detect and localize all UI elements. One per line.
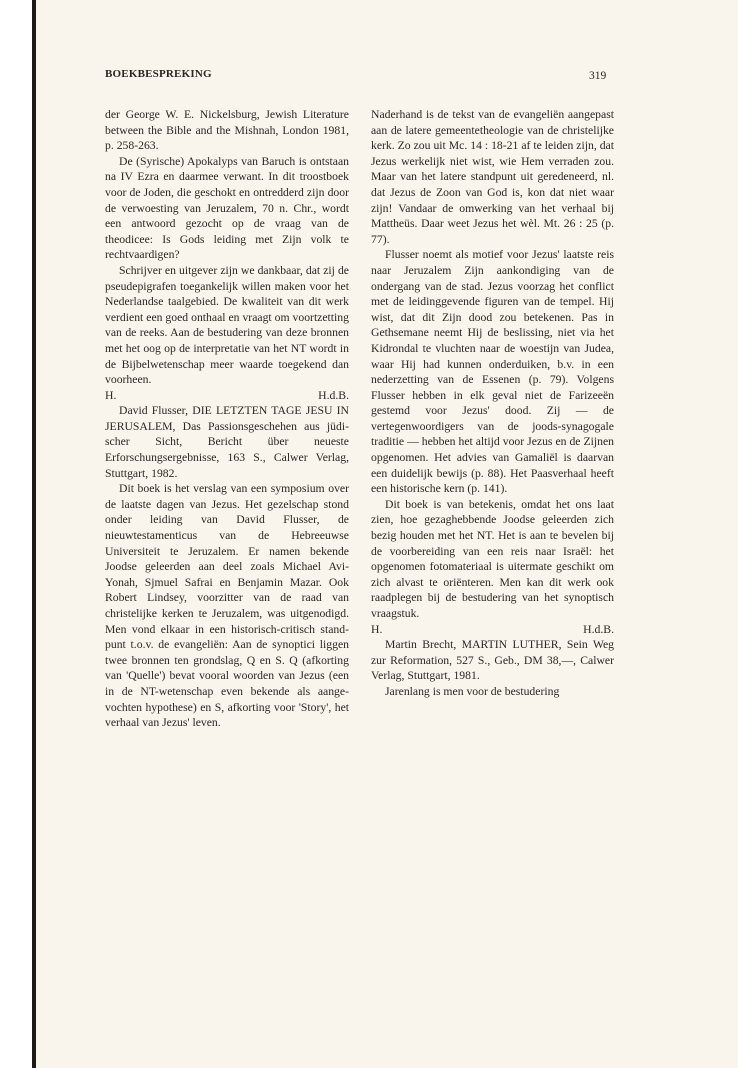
paragraph: Flusser noemt als motief voor Jezus' laatste reis naar Jeruzalem Zijn aankondiging van de ondergang van de stad. Jezus voorzag het conflict met de leidinggevende figuren van de tempel. Hij wist, dat dit Zijn dood zou betekenen. Pas in Gethsemane neemt Hij de beslissing, niet via het Kidrondal te vluchten naar de woestijn van Judea, waar Hij had kunnen onderduiken, b.v. in een nederzetting van de Essenen (p. 79). Volgens Flusser hebben in elk geval niet de Farizeeën gestemd voor Jezus' dood. Zij — de vertegenwoordigers van de joods-synagogale traditie — hebben het altijd voor Jezus en de Zijnen opgenomen. Het advies van Gamaliël is daarvan een duidelijk bewijs (p. 88). Het Paasverhaal heeft een historische kern (p. 141). (371, 248, 614, 496)
signature-initial: H. (105, 388, 117, 402)
paragraph: Dit boek is het verslag van een symposium over de laatste dagen van Jezus. Het gezelschap stond onder leiding van David Flusser, de nieuwtestamenticus van de Hebreeuwse Universiteit te Jeruzalem. Er namen bekende Joodse geleerden aan deel zoals Michael Avi-Yonah, Sjmuel Safrai en Benjamin Mazar. Ook Robert Lindsey, voorzitter van de raad van christelijke kerken te Jeruzalem, was uitgenodigd. Men vond elkaar in een historisch-critisch standpunt t.o.v. de evangeliën: Aan de synoptici liggen twee bronnen ten grondslag, Q en S. Q (afkorting van 'Quelle') bevat vooral woorden van Jezus (een in de NT-wetenschap even bekende als aangevochten hypothese) en S, afkorting voor 'Story', het verhaal van Jezus' leven. (105, 482, 349, 730)
signature-initial: H. (371, 622, 383, 636)
paragraph: Naderhand is de tekst van de evangeliën aangepast aan de latere gemeentetheologie van de christelijke kerk. Zo zou uit Mc. 14 : 18-21 af te leiden zijn, dat Jezus werkelijk niet wist, wie Hem verraden zou. Maar van het latere standpunt uit geredeneerd, nl. dat Jezus de Zoon van God is, kon dat niet waar zijn! Vandaar de omwerking van het verhaal bij Mattheüs. Daar weet Jezus het wèl. Mt. 26 : 25 (p. 77). (371, 108, 614, 246)
right-column (371, 107, 614, 700)
paragraph: Schrijver en uitgever zijn we dankbaar, dat zij de pseudepigrafen toegankelijk willen maken voor het Nederlandse taalgebied. De kwaliteit van dit werk verdient een goed onthaal en vraagt om voortzetting van de reeks. Aan de bestudering van deze bronnen met het oog op de interpretatie van het NT wordt in de Bijbelwetenschap meer waarde toegekend dan voorheen. (105, 263, 349, 387)
paragraph: der George W. E. Nickelsburg, Jewish Literature between the Bible and the Mishnah, London 1981, p. 258-263. (105, 108, 349, 153)
book-reference: Martin Brecht, MARTIN LUTHER, Sein Weg zur Reformation, 527 S., Geb., DM 38,—, Calwer Verlag, Stuttgart, 1981. (371, 638, 614, 683)
review-signature (105, 388, 349, 404)
book-reference: David Flusser, DIE LETZTEN TAGE JESU IN JERUSALEM, Das Passionsgeschehen aus jüdischer Sicht, Bericht über neueste Erforschungsergebnisse, 163 S., Calwer Verlag, Stuttgart, 1982. (105, 404, 349, 480)
signature-name: H.d.B. (583, 622, 614, 636)
page-number: 319 (589, 70, 607, 82)
left-column (105, 107, 349, 731)
running-head: BOEKBESPREKING (105, 68, 212, 80)
page-spine-edge (32, 0, 36, 1068)
paragraph: Dit boek is van betekenis, omdat het ons laat zien, hoe gezaghebbende Joodse geleerden zich bezig houden met het NT. Het is aan te bevelen bij de voorbereiding van een reis naar Israël: het opgenomen fotomateriaal is uitermate geschikt om zich alvast te oriënteren. Men kan dit werk ook raadplegen bij de bestudering van het synoptisch vraagstuk. (371, 497, 614, 620)
paragraph: De (Syrische) Apokalyps van Baruch is ontstaan na IV Ezra en daarmee verwant. In dit troostboek voor de Joden, die geschokt en ontredderd zijn door de verwoesting van Jeruzalem, 70 n. Chr., wordt een antwoord gezocht op de vraag van de theodicee: Is Gods leiding met Zijn volk te rechtvaardigen? (105, 154, 349, 262)
review-signature (371, 622, 614, 638)
signature-name: H.d.B. (318, 388, 349, 402)
paragraph: Jarenlang is men voor de bestudering (385, 684, 560, 698)
